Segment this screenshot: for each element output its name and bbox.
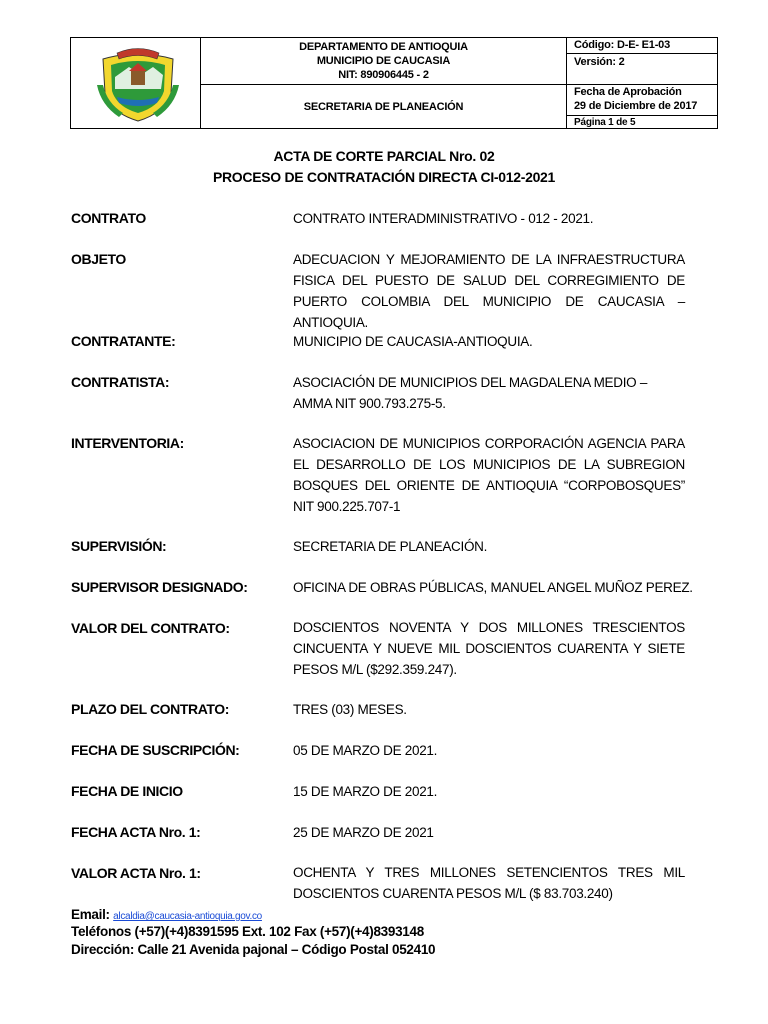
header-approval-date: 29 de Diciembre de 2017 [574,100,698,112]
municipal-shield-logo [93,45,183,123]
supervision-value: SECRETARIA DE PLANEACIÓN. [293,539,488,554]
header-approval-label: Fecha de Aprobación [574,86,682,98]
header-version: Versión: 2 [574,56,625,68]
interventoria-label: INTERVENTORIA: [71,435,184,451]
plazo-label: PLAZO DEL CONTRATO: [71,701,230,717]
objeto-value: ADECUACION Y MEJORAMIENTO DE LA INFRAESTRUCTURA FISICA DEL PUESTO DE SALUD DEL CORREGIMIENTO DE PUERTO COLOMBIA DEL MUNICIPIO DE CAUCASIA – ANTIOQUIA. [293,252,685,330]
footer-address: Dirección: Calle 21 Avenida pajonal – Código Postal 052410 [71,942,436,957]
header-nit: NIT: 890906445 - 2 [338,69,429,81]
document-header [70,37,718,129]
contratante-value: MUNICIPIO DE CAUCASIA-ANTIOQUIA. [293,334,533,349]
valor-acta-label: VALOR ACTA Nro. 1: [71,865,201,881]
footer-email-link[interactable]: alcaldia@caucasia-antioquia.gov.co [113,911,262,922]
contratante-label: CONTRATANTE: [71,333,176,349]
header-municipality: MUNICIPIO DE CAUCASIA [316,55,451,67]
document-title: ACTA DE CORTE PARCIAL Nro. 02 [273,148,495,164]
interventoria-value: ASOCIACION DE MUNICIPIOS CORPORACIÓN AGENCIA PARA EL DESARROLLO DE LOS MUNICIPIOS DE LA SUBREGION BOSQUES DEL ORIENTE DE ANTIOQUIA “CORPOBOSQUES” NIT 900.225.707-1 [293,436,685,514]
supervision-label: SUPERVISIÓN: [71,538,167,554]
contratista-value: ASOCIACIÓN DE MUNICIPIOS DEL MAGDALENA MEDIO – AMMA NIT 900.793.275-5. [293,375,648,411]
valor-contrato-label: VALOR DEL CONTRATO: [71,620,230,636]
document-subtitle: PROCESO DE CONTRATACIÓN DIRECTA CI-012-2021 [212,169,556,185]
fecha-inicio-label: FECHA DE INICIO [71,783,183,799]
plazo-value: TRES (03) MESES. [293,702,407,717]
fecha-suscripcion-value: 05 DE MARZO DE 2021. [293,743,438,758]
header-department: DEPARTAMENTO DE ANTIOQUIA [299,41,468,53]
fecha-inicio-value: 15 DE MARZO DE 2021. [293,784,438,799]
contrato-value: CONTRATO INTERADMINISTRATIVO - 012 - 2021. [293,211,594,226]
header-page-number: Página 1 de 5 [574,117,636,128]
fecha-acta-label: FECHA ACTA Nro. 1: [71,824,201,840]
footer-phones: Teléfonos (+57)(+4)8391595 Ext. 102 Fax (+57)(+4)8393148 [71,924,424,939]
contrato-label: CONTRATO [71,210,146,226]
valor-contrato-value: DOSCIENTOS NOVENTA Y DOS MILLONES TRESCIENTOS CINCUENTA Y NUEVE MIL DOSCIENTOS CUARENTA Y SIETE PESOS M/L ($292.359.247). [293,620,685,677]
supervisor-label: SUPERVISOR DESIGNADO: [71,579,248,595]
supervisor-value: OFICINA DE OBRAS PÚBLICAS, MANUEL ANGEL MUÑOZ PEREZ. [293,580,693,595]
footer-email-label: Email: [71,907,110,922]
header-code: Código: D-E- E1-03 [574,39,671,51]
valor-acta-value: OCHENTA Y TRES MILLONES SETENCIENTOS TRES MIL DOSCIENTOS CUARENTA PESOS M/L ($ 83.703.240) [293,865,685,901]
fecha-suscripcion-label: FECHA DE SUSCRIPCIÓN: [71,742,240,758]
fecha-acta-value: 25 DE MARZO DE 2021 [293,825,434,840]
contratista-label: CONTRATISTA: [71,374,170,390]
header-office: SECRETARIA DE PLANEACIÓN [303,101,464,113]
objeto-label: OBJETO [71,251,126,267]
